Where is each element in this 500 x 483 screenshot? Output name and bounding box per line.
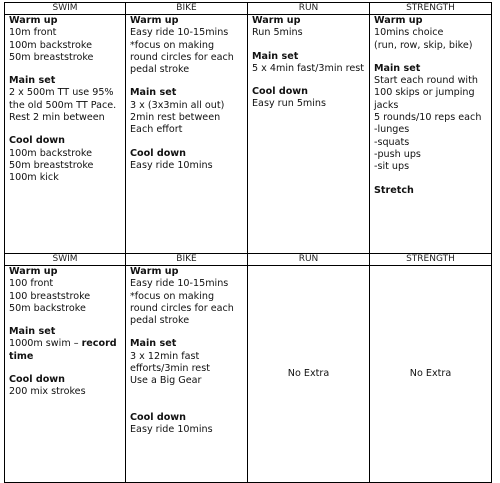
record-emphasis: time xyxy=(9,350,34,362)
workout-line: 3 x 12min fast xyxy=(130,350,200,362)
header-strength: STRENGTH xyxy=(370,254,492,266)
workout-line: Easy ride 10mins xyxy=(130,159,213,171)
training-plan-table xyxy=(4,2,492,483)
workout-row xyxy=(5,15,492,254)
section-title: Main set xyxy=(130,87,177,99)
workout-line: Easy run 5mins xyxy=(252,98,327,110)
workout-line: 50m breaststroke xyxy=(9,159,94,171)
run-cell xyxy=(248,15,370,254)
section-title: Main set xyxy=(252,50,299,62)
workout-line: Use a Big Gear xyxy=(130,375,202,387)
strength-cell: No Extra xyxy=(370,266,492,483)
workout-line: (run, row, skip, bike) xyxy=(374,39,473,51)
workout-line: *focus on making xyxy=(130,39,215,51)
workout-line: pedal stroke xyxy=(130,64,190,76)
section-title: Warm up xyxy=(252,15,301,26)
workout-line: 100m backstroke xyxy=(9,39,92,51)
swim-cell xyxy=(5,266,126,483)
section-title: Warm up xyxy=(130,15,179,26)
workout-line: 100m kick xyxy=(9,172,59,184)
workout-line: 100 breaststroke xyxy=(9,290,91,302)
workout-row xyxy=(5,266,492,483)
workout-line: 100 front xyxy=(9,278,54,290)
run-cell: No Extra xyxy=(248,266,370,483)
workout-line: -push ups xyxy=(374,148,421,160)
header-run: RUN xyxy=(248,254,370,266)
workout-line: the old 500m TT Pace. xyxy=(9,99,117,111)
workout-line: round circles for each xyxy=(130,51,234,63)
header-swim: SWIM xyxy=(5,3,126,15)
bike-cell xyxy=(126,15,248,254)
strength-cell xyxy=(370,15,492,254)
workout-line: -squats xyxy=(374,136,410,148)
workout-line: 100m backstroke xyxy=(9,147,92,159)
record-emphasis: record xyxy=(81,338,117,350)
workout-line: 50m breaststroke xyxy=(9,51,94,63)
header-strength: STRENGTH xyxy=(370,3,492,15)
workout-line: 2 x 500m TT use 95% xyxy=(9,87,114,99)
workout-line: 50m backstroke xyxy=(9,302,86,314)
section-title: Cool down xyxy=(252,86,309,98)
workout-line: *focus on making xyxy=(130,290,215,302)
bike-cell xyxy=(126,266,248,483)
workout-line: 3 x (3x3min all out) xyxy=(130,99,225,111)
section-title: Cool down xyxy=(130,147,187,159)
section-title: Cool down xyxy=(9,135,66,147)
section-title: Warm up xyxy=(374,15,423,26)
section-title: Warm up xyxy=(9,15,58,26)
workout-line: pedal stroke xyxy=(130,315,190,327)
workout-line: jacks xyxy=(374,99,399,111)
section-title: Cool down xyxy=(9,374,66,386)
section-title: Warm up xyxy=(130,266,179,277)
header-row xyxy=(5,3,492,15)
workout-line: Rest 2 min between xyxy=(9,112,105,124)
workout-line: Each effort xyxy=(130,124,183,136)
swim-cell xyxy=(5,15,126,254)
workout-line: 10m front xyxy=(9,27,57,39)
section-title: Main set xyxy=(9,326,56,338)
header-row xyxy=(5,254,492,266)
workout-line: Easy ride 10-15mins xyxy=(130,27,229,39)
workout-line: Run 5mins xyxy=(252,27,303,39)
workout-text: 1000m swim – xyxy=(9,338,82,350)
workout-line: 100 skips or jumping xyxy=(374,87,475,99)
workout-line: Easy ride 10mins xyxy=(130,423,213,435)
header-bike: BIKE xyxy=(126,254,248,266)
workout-line xyxy=(9,338,125,350)
header-run: RUN xyxy=(248,3,370,15)
workout-line: efforts/3min rest xyxy=(130,363,210,375)
section-title: Main set xyxy=(130,338,177,350)
workout-line: 5 x 4min fast/3min rest xyxy=(252,62,365,74)
section-title: Cool down xyxy=(130,411,187,423)
workout-line: 200 mix strokes xyxy=(9,386,86,398)
workout-line: -sit ups xyxy=(374,161,410,173)
header-swim: SWIM xyxy=(5,254,126,266)
workout-line: 2min rest between xyxy=(130,112,221,124)
section-title: Stretch xyxy=(374,184,414,196)
section-title: Main set xyxy=(374,62,421,74)
header-bike: BIKE xyxy=(126,3,248,15)
workout-line: -lunges xyxy=(374,124,410,136)
workout-line: Start each round with xyxy=(374,75,478,87)
workout-line: round circles for each xyxy=(130,302,234,314)
workout-line: 5 rounds/10 reps each xyxy=(374,112,482,124)
workout-line: Easy ride 10-15mins xyxy=(130,278,229,290)
section-title: Main set xyxy=(9,75,56,87)
section-title: Warm up xyxy=(9,266,58,277)
workout-line: 10mins choice xyxy=(374,27,444,39)
